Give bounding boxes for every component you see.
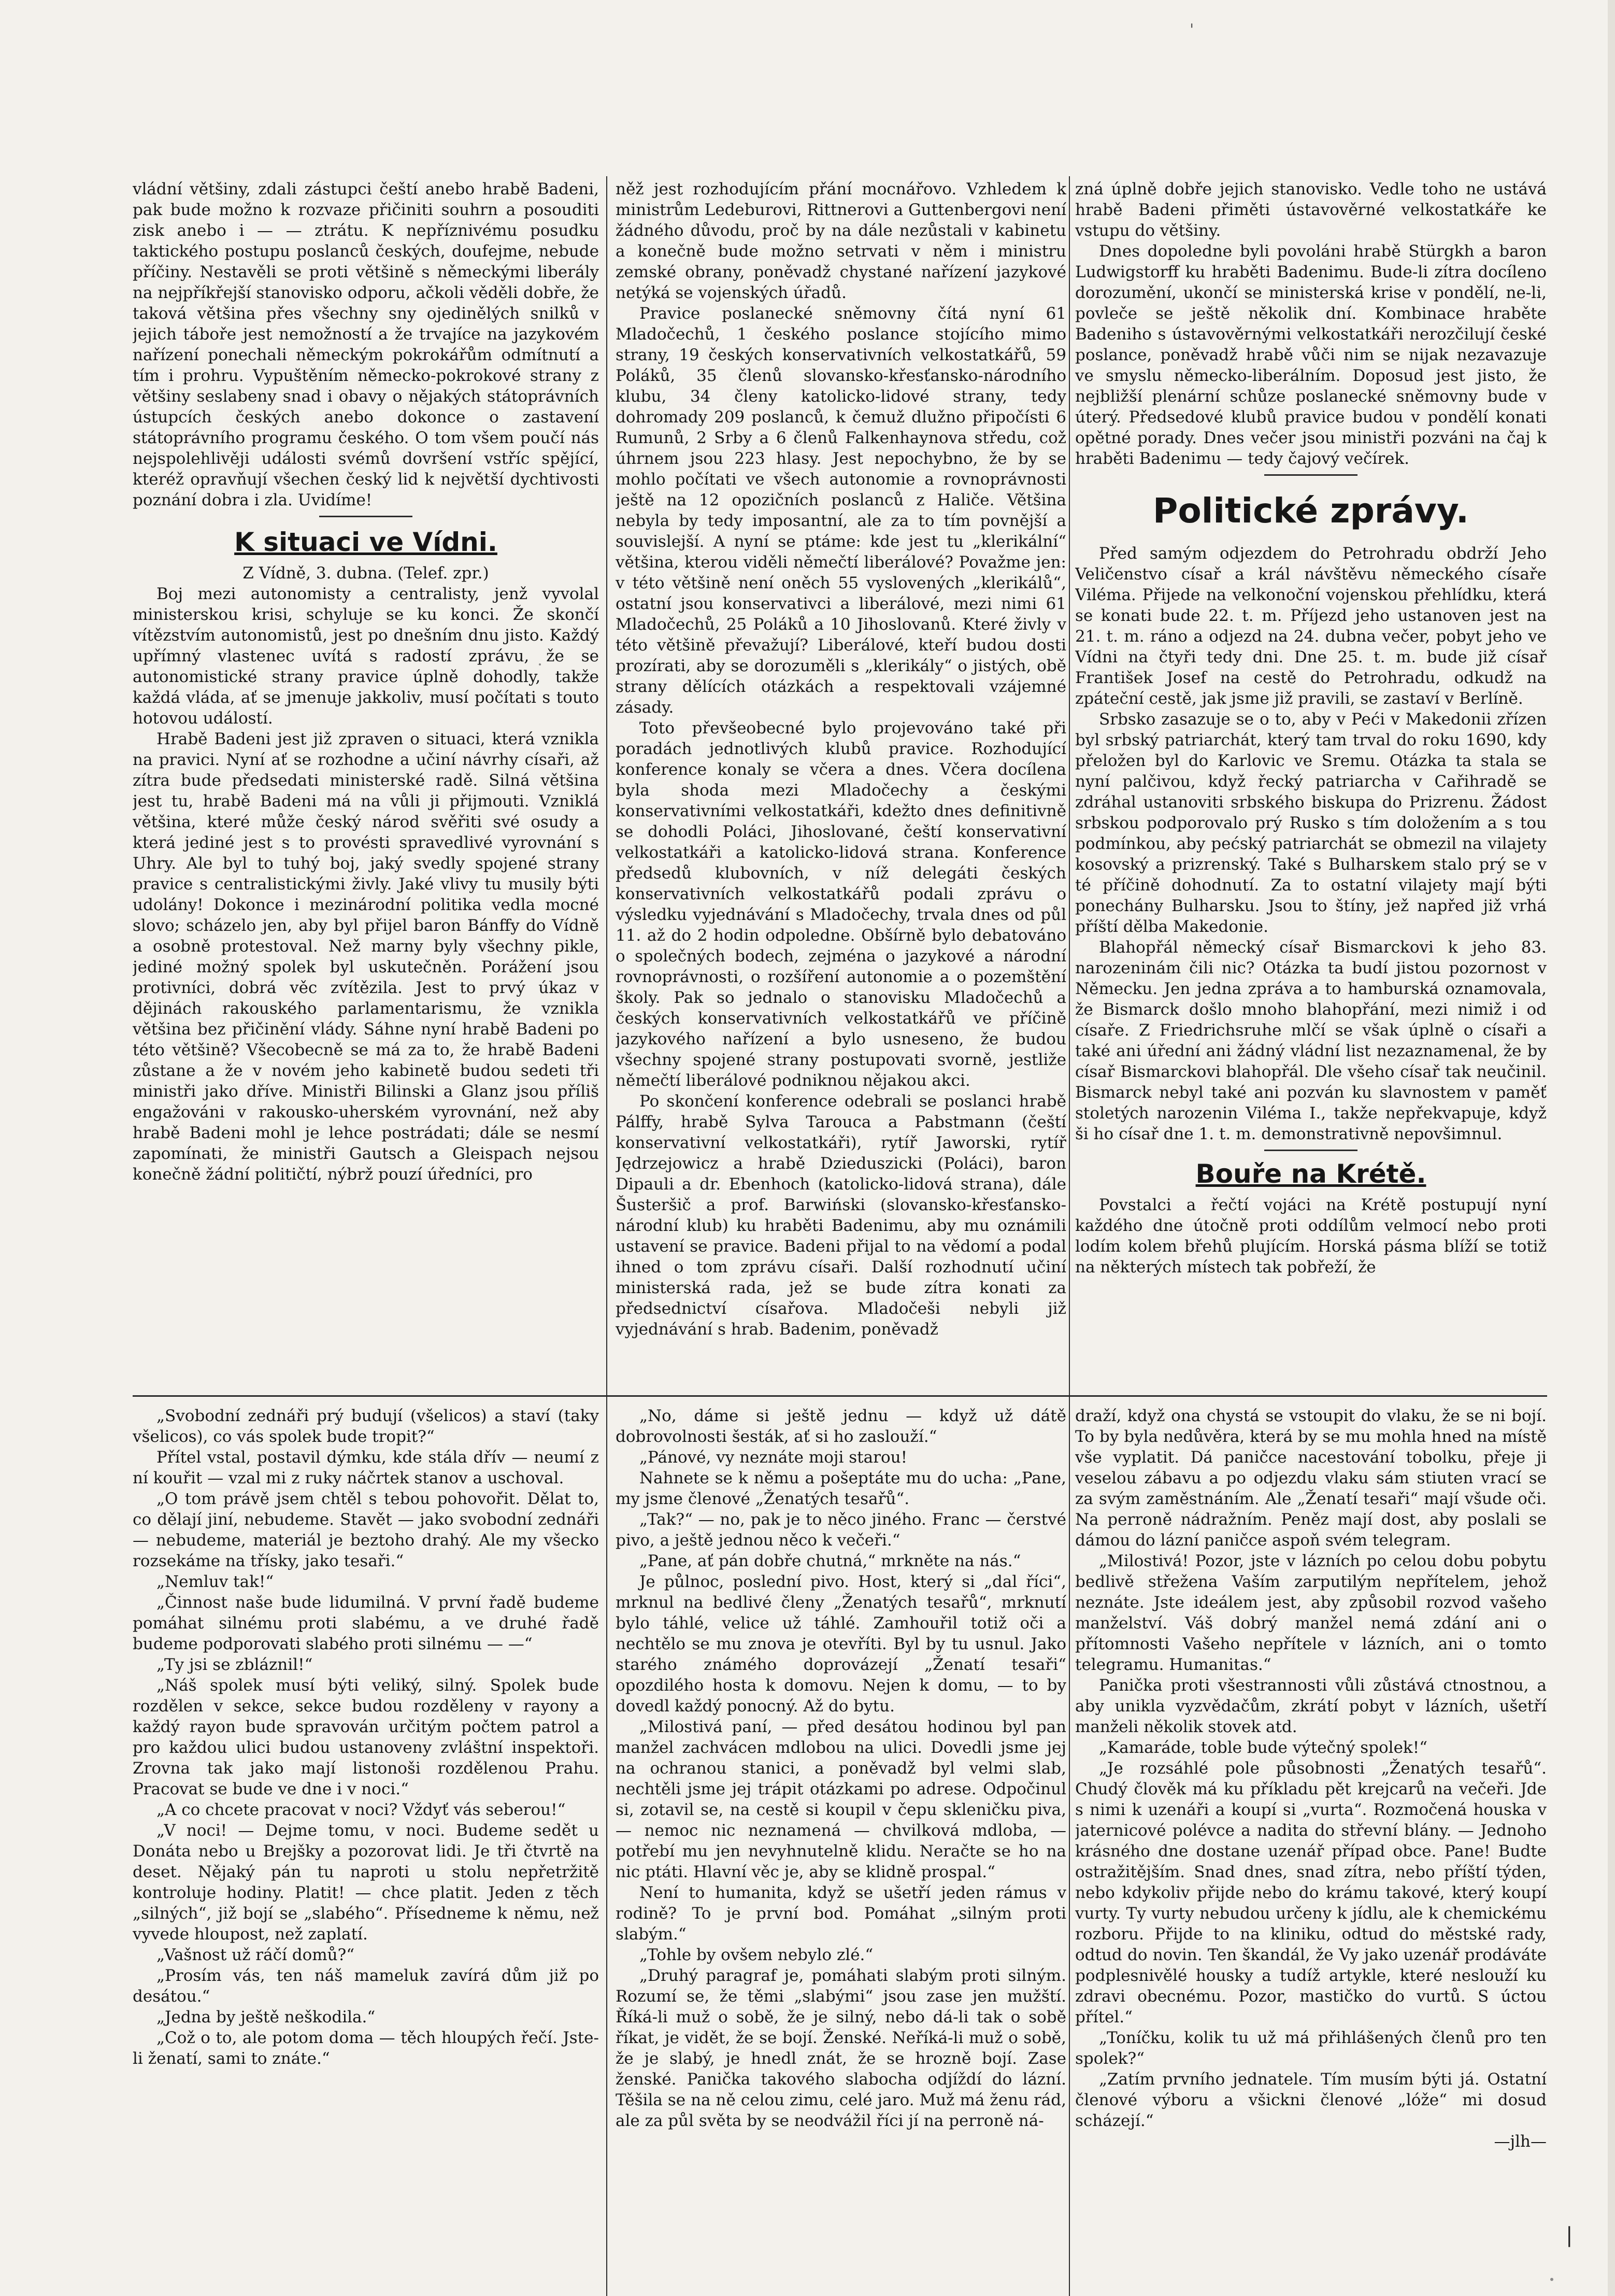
article-title: K situaci ve Vídni. [234, 527, 497, 557]
article-separator [319, 516, 412, 517]
paragraph: Není to humanita, když se ušetří jeden rámus v rodině? To je první bod. Pomáhat „silným proti slabým.“ [616, 1883, 1066, 1944]
paragraph: Srbsko zasazuje se o to, aby v Peći v Makedonii zřízen byl srbský patriarchát, který tam trval do roku 1690, kdy přeložen byl do Karlovic ve Sremu. Otázka ta stala se nyní palčivou, když řecký patriarcha v Cařihradě se zdráhal ustanoviti srbského biskupa do Prizrenu. Žádost srbskou podporovalo prý Rusko s tím doložením a s tou podmínkou, aby pećský patriarchát se obmezil na vilajety kosovský a prizrenský. Také s Bulharskem stalo prý se v té příčině dohodnutí. Za to ostatní vilajety mají býti ponechány Bulharsku. Jsou to štíny, jež napřed již vrhá příští dělba Makedonie. [1075, 710, 1547, 936]
paragraph: Toto převšeobecné bylo projevováno také při poradách jednotlivých klubů pravice. Rozhodující konference konaly se včera a dnes. Včera docílena byla shoda mezi Mladočechy a českými konservativními velkostatkáři, kdežto dnes definitivně se dohodli Poláci, Jihoslované, čeští konservativní velkostatkáři a katolicko-lidová strana. Konference předsedů klubovních, v níž delegáti českých konservativních velkostatkářů podali zprávu o výsledku vyjednávání s Mladočechy, trvala dnes od půl 11. až do 2 hodin odpoledne. Obšírně bylo debatováno o společných bodech, zejména o jazykové a národní rovnoprávnosti, o rozšíření autonomie a o pozemštění školy. Pak so jednalo o stanovisku Mladočechů a českých konservativních velkostatkářů ve příčině jazykového nařízení a bylo usneseno, že budou všechny spojené strany postupovati svorně, jestliže němečtí liberálové podniknou nějakou akci. [616, 719, 1066, 1090]
paragraph: „Tohle by ovšem nebylo zlé.“ [639, 1946, 874, 1964]
paragraph: Blahopřál německý císař Bismarckovi k jeho 83. narozeninám čili nic? Otázka ta budí jistou pozornost v Německu. Jen jedna zpráva a to hamburská oznamovala, že Bismarck došlo mnoho blahopřání, mezi nimiž i od císaře. Z Friedrichsruhe mlčí se však úplně o císaři a také ani úřední ani žádný vládní list nezaznamenal, že by císař Bismarckovi blahopřál. Dle všeho císař tak neučinil. Bismarck nebyl také ani pozván ku slavnostem v paměť stoletých narozenin Viléma I., takže nepřekvapuje, když ši ho císař dne 1. t. m. demonstrativně nepovšimnul. [1075, 938, 1547, 1143]
paragraph: draží, když ona chystá se vstoupit do vlaku, že se ni bojí. To by byla nedůvěra, která by se mu mohla hned na místě vše vyplatit. Dá paničce nacestování tobolku, přeje ji veselou zábavu a po odjezdu vlaku sám stiuten vrací se za svým zaměstnáním. Ale „Ženatí tesaři“ mají všude oči. Na perroně nádražním. Peněz mají dost, aby poslali se dámou do lázní paničce aspoň svém telegram. [1075, 1407, 1547, 1550]
paragraph: „Náš spolek musí býti veliký, silný. Spolek bude rozdělen v sekce, sekce budou rozděleny v rayony a každý rayon bude spravován určitým počtem patrol a pro každou ulici budou ustanoveny zvláštní inspektoři. Zrovna tak jako mají listonoši rozdělenou Prahu. Pracovat se bude ve dne i v noci.“ [133, 1676, 599, 1798]
paragraph: Pravice poslanecké sněmovny čítá nyní 61 Mladočechů, 1 českého poslance stojícího mimo strany, 19 českých konservativních velkostatkářů, 59 Poláků, 35 členů slovansko-křesťansko-národního klubu, 34 členy katolicko-lidové strany, tedy dohromady 209 poslanců, k čemuž dlužno připočísti 6 Rumunů, 2 Srby a 6 členů Falkenhaynova středu, což úhrnem jsou 223 hlasy. Jest nepochybno, že by se mohlo počítati ve všech autonomie a rovnoprávnosti ještě na 12 opozičních poslanců z Haliče. Většina nebyla by tedy imposantní, ale za to tím povnější a souvislejší. A nyní se ptáme: kde jest tu „klerikální“ většina, kterou viděli němečtí liberálové? Považme jen: v této většině není oněch 55 vyslovených „klerikálů“, ostatní jsou konservativci a liberálové, mezi nimi 61 Mladočechů, 25 Poláků a 10 Jihoslovanů. Které živly v této většině převažují? Liberálové, kteří budou dosti prozírati, aby se dorozuměli s „klerikály“ o jistých, obě strany dělících otázkách a respektovali vzájemné zásady. [616, 304, 1066, 717]
paragraph: „Je rozsáhlé pole působnosti „Ženatých tesařů“. Chudý člověk má ku příkladu pět krejcarů na večeři. Jde s nimi k uzenáři a koupí si „vurta“. Rozmočená houska v jaternicové polévce a nadita do střevní blány. — Jednoho krásného dne dostane uzenář případ obce. Pane! Budte ostražitějším. Snad dnes, snad zítra, nebo příští týden, nebo kdykoliv přijde nebo do krámu takové, který koupí vurty. Ty vurty nebudou určeny k jídlu, ale k chemickému rozboru. Přijde to na kliniku, odtud do městské rady, odtud do novin. Ten škandál, že Vy jako uzenář prodáváte podplesnivělé housky a tudíž artykle, které neslouží ku zdravi obecnému. Pozor, mastičko do vurtů. S úctou přítel.“ [1075, 1759, 1547, 2026]
column-rule [1069, 176, 1070, 2296]
paragraph: Přítel vstal, postavil dýmku, kde stála dřív — neumí z ní kouřit — vzal mi z ruky náčrtek stanov a uschoval. [133, 1448, 599, 1487]
paragraph: něž jest rozhodujícím přání mocnářovo. Vzhledem k ministrům Ledeburovi, Rittnerovi a Guttenbergovi není žádného důvodu, proč by na dále nezůstali v kabinetu a konečně bude možno setrvati v něm i ministru zemské obrany, poněvadž chystané nařízení jazykové netýká se vojenských úřadů. [616, 180, 1066, 302]
paragraph: „Nemluv tak!“ [156, 1572, 274, 1591]
paragraph: „Toníčku, kolik tu už má přihlášených členů pro ten spolek?“ [1075, 2029, 1547, 2068]
paragraph: „O tom právě jsem chtěl s tebou pohovořit. Dělat to, co dělají jiní, nebudeme. Stavět — jako svobodní zednáři — nebudeme, materiál je beztoho drahý. Ale my všecko rozsekáme na třísky, jako tesaři.“ [133, 1490, 599, 1570]
author-signature: —jlh— [1494, 2132, 1547, 2151]
feuilleton-column-1 [133, 1406, 599, 2178]
upper-column-1 [133, 179, 599, 1386]
paragraph: „Pane, ať pán dobře chutná,“ mrkněte na nás.“ [639, 1552, 1021, 1570]
paragraph: Nahnete se k němu a pošeptáte mu do ucha: „Pane, my jsme členové „Ženatých tesařů“. [616, 1469, 1066, 1508]
feuilleton-divider [133, 1395, 1547, 1397]
paragraph: „Vašnost už ráčí domů?“ [156, 1946, 355, 1964]
paragraph: „Činnost naše bude lidumilná. V první řadě budeme pomáhat silnému proti slabému, a ve druhé řadě budeme podporovati slabého proti silnému — —“ [133, 1593, 599, 1653]
paragraph: zná úplně dobře jejich stanovisko. Vedle toho ne ustává hrabě Badeni přiměti ústavověrné velkostatkáře ke vstupu do většiny. [1075, 180, 1547, 240]
paragraph: „A co chcete pracovat v noci? Vždyť vás seberou!“ [156, 1801, 566, 1819]
article-title: Bouře na Krétě. [1195, 1159, 1426, 1189]
upper-column-3 [1075, 179, 1547, 1386]
paragraph: Povstalci a řečtí vojáci na Krétě postupují nyní každého dne útočně proti oddílům velmocí nebo proti lodím kolem břehů plujícím. Horská pásma blíží se totiž na některých místech tak pobřeží, že [1075, 1196, 1547, 1277]
paragraph: „Tak?“ — no, pak je to něco jiného. Franc — čerstvé pivo, a ještě jednou něco k večeři.“ [616, 1510, 1066, 1550]
paragraph: „Kamaráde, toble bude výtečný spolek!“ [1099, 1738, 1428, 1757]
paragraph: „No, dáme si ještě jednu — když už dátě dobrovolnosti šesták, ať si ho zaslouží.“ [616, 1407, 1066, 1446]
paragraph: „Ty jsi se zbláznil!“ [156, 1655, 313, 1674]
feuilleton-column-3 [1075, 1406, 1547, 2178]
corner-mark: | [1566, 2223, 1573, 2247]
feuilleton-column-2 [616, 1406, 1066, 2178]
paragraph: „Svobodní zednáři prý budují (všelicos) a staví (taky všelicos), co vás spolek bude tropit?“ [133, 1407, 599, 1446]
paragraph: Před samým odjezdem do Petrohradu obdrží Jeho Veličenstvo císař a král návštěvu německého císaře Viléma. Přijede na velkonoční vojenskou přehlídku, která se konati bude 22. t. m. Příjezd jeho ustanoven jest na 21. t. m. ráno a odjezd na 24. dubna večer, pobyt jeho ve Vídni na čtyři tedy dni. Dne 25. t. m. bude již císař František Josef na cestě do Petrohradu, odkudž na zpáteční cestě, jak jsme již pravili, se zastaví v Berlíně. [1075, 544, 1547, 708]
paragraph: Panička proti všestrannosti vůli zůstává ctnostnou, a aby unikla vyzvědačům, zkrátí pobyt v lázních, ušetří manželi několik stovek atd. [1075, 1676, 1547, 1736]
article-separator [1264, 1150, 1357, 1151]
paragraph: „Milostivá! Pozor, jste v lázních po celou dobu pobytu bedlivě střežena Vaším zarputilým nepřítelem, jehož neznáte. Jste ideálem jest, aby způsobil rozvod vašeho manželství. Váš dobrý manžel nemá zdání ani o přítomnosti Vašeho nepřítele v lázních, ani o tomto telegramu. Humanitas.“ [1075, 1552, 1547, 1674]
dateline: Z Vídně, 3. dubna. (Telef. zpr.) [242, 564, 489, 583]
paragraph: „V noci! — Dejme tomu, v noci. Budeme sedět u Donáta nebo u Brejšky a pozorovat lidi. Je tři čtvrtě na deset. Nějaký pán tu naproti u stolu nepřetržitě kontroluje hodiny. Platit! — chce platit. Jeden z těch „silných“, již bojí se „slabého“. Přísedneme k němu, než vyvede hloupost, než zaplatí. [133, 1821, 599, 1944]
column-rule [606, 176, 607, 2296]
section-title: Politické zprávy. [1153, 491, 1469, 531]
paragraph: „Milostivá paní, — před desátou hodinou byl pan manžel zachvácen mdlobou na ulici. Dovedli jsme jej na ochranou stanici, a poněvadž byl velmi slab, nechtěli jsme jej trápit otázkami po adrese. Odpočinul si, zotavil se, na cestě si koupil v čepu skleničku piva, — nemoc nic neznamená — chvilková mdloba, — potřebí mu jen nevyhnutelně klidu. Neračte se ho na nic ptáti. Hlavní věc je, aby se klidně prospal.“ [616, 1718, 1066, 1881]
paragraph: „Jedna by ještě neškodila.“ [156, 2008, 376, 2026]
paragraph: Boj mezi autonomisty a centralisty, jenž vyvolal ministerskou krisi, schyluje se ku konci. Že skončí vítězstvím autonomistů, jest po dnešním dnu jisto. Každý upřímný vlastenec uvítá s radostí zprávu, že se autonomistické strany pravice úplně dohodly, takže každá vláda, ať se jmenuje jakkoliv, musí počítati s touto hotovou událostí. [133, 585, 599, 728]
paragraph: Hrabě Badeni jest již zpraven o situaci, která vznikla na pravici. Nyní ať se rozhodne a učiní návrhy císaři, až zítra bude předsedati ministerské radě. Silná většina jest tu, hrabě Badeni má na vůli ji přijmouti. Vzniklá většina, které může český národ svěřiti své osudy a která jediné jest s to provésti spravedlivé vyrovnání s Uhry. Ale byl to tuhý boj, jaký svedly spojené strany pravice s centralistickými živly. Jaké vlivy tu musily býti udolány! Dokonce i mezinárodní politika vedla mocné slovo; scházelo jen, aby byl přijel baron Bánffy do Vídně a osobně protestoval. Než marny byly všechny pikle, jediné možný spolek byl uskutečněn. Porážení jsou protivníci, dobrá věc zvítězila. Jest to prvý úkaz v dějinách rakouského parlamentarismu, že vznikla většina bez přičinění vlády. Sáhne nyní hrabě Badeni po této většině? Všecobecně se má za to, že hrabě Badeni zůstane a že v novém jeho kabinetě budou sedeti tři ministři jako dříve. Ministři Bilinski a Glanz jsou příliš engažováni v rakousko-uherském vyrovnání, než aby hrabě Badeni mohl je lehce postrádati; dále se nesmí zapomínati, že ministři Gautsch a Gleispach nejsou konečně žádní političtí, nýbrž pouzí úředníci, pro [133, 730, 599, 1184]
paragraph: Po skončení konference odebrali se poslanci hrabě Pálffy, hrabě Sylva Tarouca a Pabstmann (čeští konservativní velkostatkáři), rytíř Jaworski, rytíř Jędrzejowicz a hrabě Dzieduszicki (Poláci), baron Dipauli a dr. Ebenhoch (katolicko-lidová strana), dále Šusteršič a prof. Barwiński (slovansko-křesťansko-národní klub) ku hraběti Badenimu, aby mu oznámili ustavení se pravice. Badeni přijal to na vědomí a podal ihned o tom zprávu císaři. Další rozhodnutí učiní ministerská rada, jež se bude zítra konati za předsednictví císařova. Mladočeši nebyli již vyjednávání s hrab. Badenim, poněvadž [616, 1092, 1066, 1339]
paragraph: vládní většiny, zdali zástupci čeští anebo hrabě Badeni, pak bude možno k rozvaze přičiniti souhrn a posouditi zisk anebo i — — ztrátu. K nepříznivému posudku taktického postupu poslanců českých, doufejme, nebude příčiny. Nestavěli se proti většině s německými liberály na nejpříkřejší stanovisko odporu, ačkoli věděli dobře, že taková většina přes všechny sny ojedinělých snilků v jejich táboře jest nemožností a že trvajíce na jazykovém nařízení ponechali německým pokrokářům odmítnutí a tím i prohru. Vypuštěním německo-pokrokové strany z většiny seslabeny snad i obavy o nějakých státoprávních ústupcích českých anebo dokonce o zastavení státoprávního programu českého. O tom všem poučí nás nejspolehlivěji události svémů dovršení vstříc spějící, kteréž opravňují všechen český lid k největší dychtivosti poznání dobra i zla. Uvidíme! [133, 180, 599, 509]
article-separator [1264, 474, 1357, 476]
paragraph: „Zatím prvního jednatele. Tím musím býti já. Ostatní členové výboru a všickni členové „lóže“ mi dosud scházejí.“ [1075, 2070, 1547, 2130]
upper-column-2 [616, 179, 1066, 1386]
ink-speck [1550, 2278, 1553, 2281]
top-mark: ' [1190, 21, 1194, 39]
paragraph: „Což o to, ale potom doma — těch hloupých řečí. Jste-li ženatí, sami to znáte.“ [133, 2029, 599, 2068]
paragraph: Dnes dopoledne byli povoláni hrabě Stürgkh a baron Ludwigstorff ku hraběti Badenimu. Bude-li zítra docíleno dorozumění, ukončí se ministerská krise v pondělí, ne-li, povleče se ještě několik dní. Kombinace hraběte Badeniho s ústavověrnými velkostatkáři nerozčilují české poslance, poněvadž hrabě vůči nim se nijak nezavazuje ve smyslu německo-liberálním. Doposud jest jisto, že nejbližší plenární schůze poslanecké sněmovny bude v úterý. Předsedové klubů pravice budou v pondělí konati opětné porady. Dnes večer jsou ministři pozváni na čaj k hraběti Badenimu — tedy čajový večírek. [1075, 242, 1547, 468]
page-right-edge [1608, 0, 1615, 2296]
paragraph: „Druhý paragraf je, pomáhati slabým proti silným. Rozumí se, že těmi „slabými“ jsou zase jen mužští. Říká-li muž o sobě, že je silný, nebo dá-li tak o sobě říkat, je vidět, že se bojí. Ženské. Neříká-li muž o sobě, že je slabý, je hnedl znát, že se hrozně bojí. Zase ženské. Panička takového slabocha odjíždí do lázní. Těšila se na ně celou zimu, celé jaro. Muž má ženu rád, ale za půl světa by se neodvážil říci jí na perroně ná- [616, 1966, 1066, 2130]
paragraph: „Prosím vás, ten náš mameluk zavírá dům již po desátou.“ [133, 1966, 599, 2006]
paragraph: Je půlnoc, poslední pivo. Host, který si „dal říci“, mrknul na bedlivé členy „Ženatých tesařů“, mrknutí bylo táhlé, velice už táhlé. Zamhouřil totiž oči a nechtělo se mu znova je otevříti. Byl by tu usnul. Jako starého známého doprovázejí „Ženatí tesaři“ opozdilého hosta k domovu. Nejen k domu, — to by dovedl každý ponocný. Až do bytu. [616, 1572, 1066, 1716]
paragraph: „Pánové, vy neznáte moji starou! [639, 1448, 908, 1467]
